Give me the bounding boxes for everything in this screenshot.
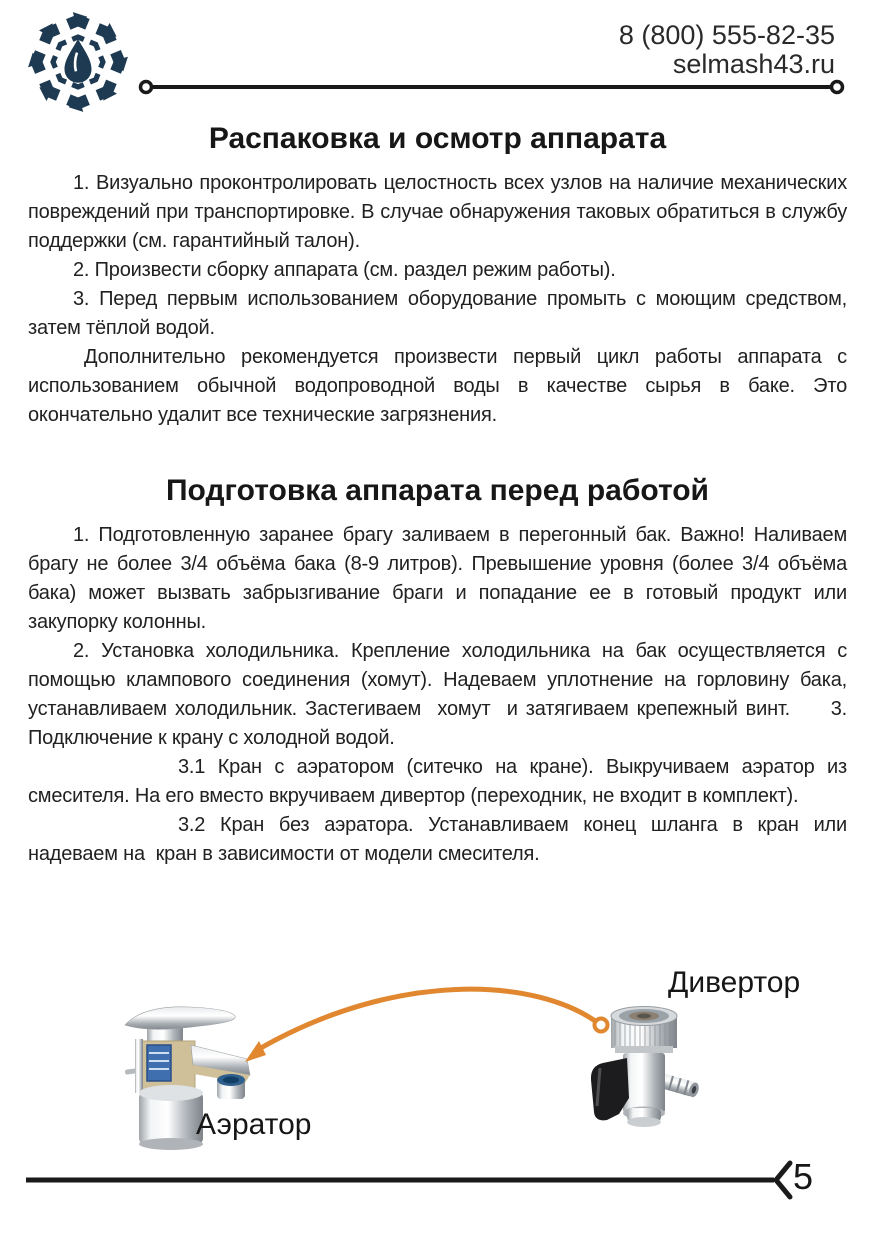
paragraph-preparation-2: 2. Установка холодильника. Крепление холодильника на бак осуществляется с помощью клампового соединения (хомут). Надеваем уплотнение на горловину бака, устанавливаем холодильник. Застегиваем хомут и затягиваем крепежный винт. 3. Подключение к крану с холодной водой. bbox=[28, 640, 847, 749]
page-number: 5 bbox=[793, 1156, 814, 1197]
curved-arrow-icon bbox=[235, 983, 620, 1078]
paragraph-unpacking-3: 3. Перед первым использованием оборудование промыть с моющим средством, затем тёплой водой. bbox=[28, 288, 847, 339]
diverter-valve-image bbox=[585, 1000, 703, 1132]
section-title-preparation: Подготовка аппарата перед работой bbox=[165, 474, 710, 507]
paragraph-preparation-1: 1. Подготовленную заранее брагу заливаем в перегонный бак. Важно! Наливаем брагу не более 3/4 объёма бака (8-9 литров). Превышение уровня (более 3/4 объёма бака) может вызвать забрызгивание браги и попадание ее в готовый продукт или закупорку колонны. bbox=[28, 524, 847, 633]
aerator-label: Аэратор bbox=[196, 1108, 312, 1141]
section-preparation bbox=[28, 474, 847, 869]
footer-divider bbox=[0, 1154, 875, 1206]
paragraph-unpacking-4: Дополнительно рекомендуется произвести первый цикл работы аппарата с использованием обычной водопроводной воды в качестве сырья в баке. Это окончательно удалит все технические загрязнения. bbox=[28, 346, 847, 426]
paragraph-preparation-4: 3.2 Кран без аэратора. Устанавливаем конец шланга в кран или надеваем на кран в зависимости от модели смесителя. bbox=[28, 814, 847, 865]
diverter-label: Дивертор bbox=[668, 966, 801, 999]
header-contact-block bbox=[619, 21, 835, 79]
section-unpacking bbox=[28, 122, 847, 430]
header-divider bbox=[138, 74, 845, 100]
paragraph-preparation-3: 3.1 Кран с аэратором (ситечко на кране). Выкручиваем аэратор из смесителя. На его вместо вкручиваем дивертор (переходник, не входит в комплект). bbox=[28, 756, 847, 807]
paragraph-unpacking-2: 2. Произвести сборку аппарата (см. раздел режим работы). bbox=[73, 259, 616, 281]
paragraph-unpacking-1: 1. Визуально проконтролировать целостность всех узлов на наличие механических повреждений при транспортировке. В случае обнаружения таковых обратиться в службу поддержки (см. гарантийный талон). bbox=[28, 172, 847, 252]
section-title-unpacking: Распаковка и осмотр аппарата bbox=[208, 122, 667, 155]
company-logo-gear-droplet-icon bbox=[26, 10, 130, 114]
website-url: selmash43.ru bbox=[672, 49, 835, 79]
phone-number: 8 (800) 555-82-35 bbox=[618, 20, 835, 50]
